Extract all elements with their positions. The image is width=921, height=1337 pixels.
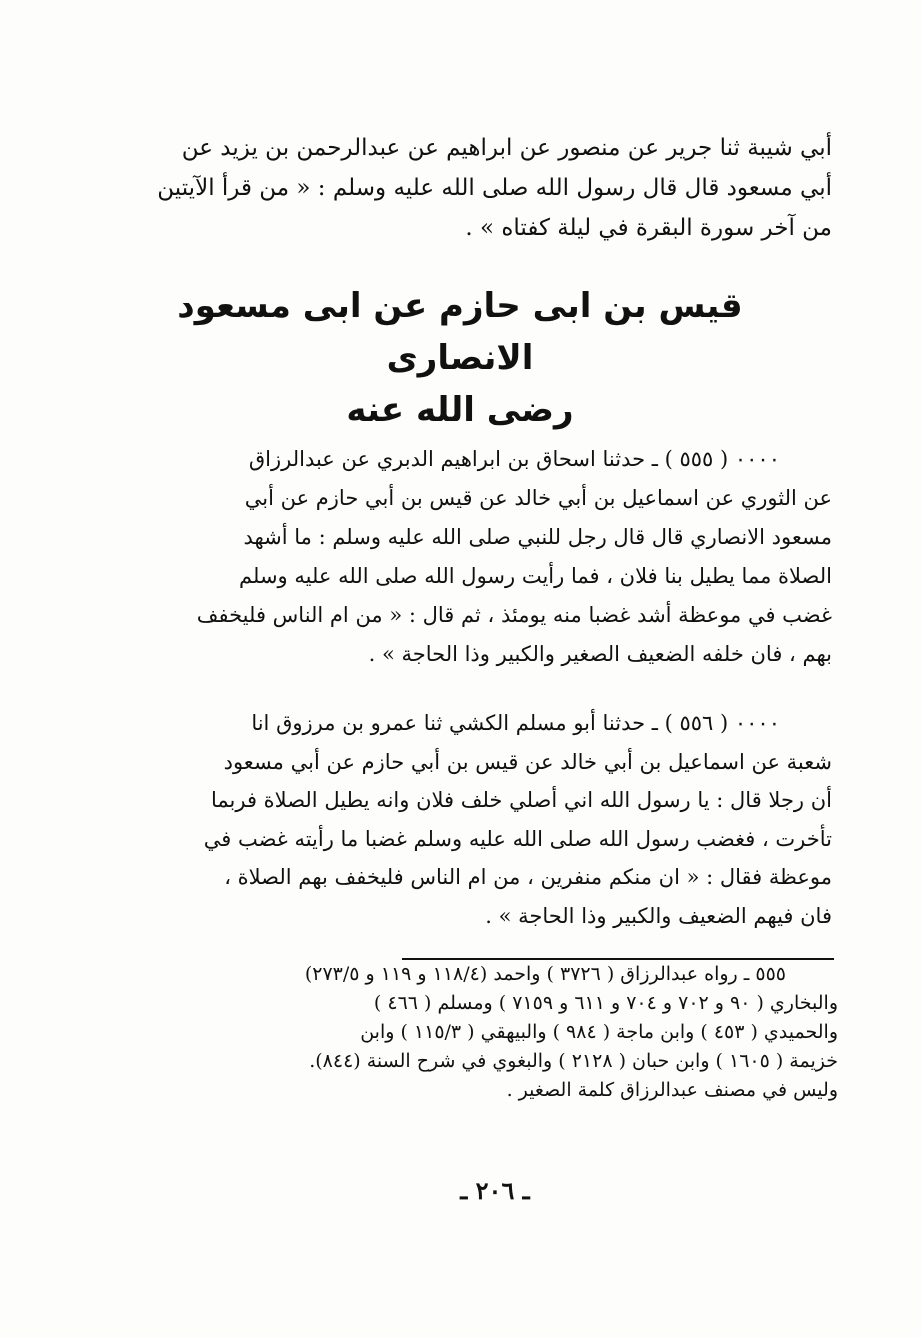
hadith-556 bbox=[118, 704, 832, 935]
hadith-line: مسعود الانصاري قال قال رجل للنبي صلى الله عليه وسلم : ما أشهد bbox=[243, 525, 832, 549]
page-number: ـ ٢٠٦ ـ bbox=[460, 1176, 530, 1205]
hadith-line: شعبة عن اسماعيل بن أبي خالد عن قيس بن أبي حازم عن أبي مسعود bbox=[223, 749, 832, 774]
hadith-line: بهم ، فان خلفه الضعيف الصغير والكبير وذا الحاجة » . bbox=[368, 642, 832, 666]
footnote-line: والحميدي ( ٤٥٣ ) وابن ماجة ( ٩٨٤ ) والبيهقي ( ١١٥/٣ ) وابن bbox=[360, 1021, 838, 1043]
hadith-line: الصلاة مما يطيل بنا فلان ، فما رأيت رسول الله صلى الله عليه وسلم bbox=[239, 564, 832, 588]
section-heading bbox=[150, 280, 770, 436]
footnote-line: ٥٥٥ ـ رواه عبدالرزاق ( ٣٧٢٦ ) واحمد (١١٨/٤ و ١١٩ و ٢٧٣/٥) bbox=[304, 963, 786, 985]
heading-line-1: قيس بن ابى حازم عن ابى مسعود الانصارى bbox=[177, 286, 743, 378]
footnote-line: والبخاري ( ٩٠ و ٧٠٢ و ٧٠٤ و ٦١١ و ٧١٥٩ ) ومسلم ( ٤٦٦ ) bbox=[373, 992, 838, 1014]
footnote-line: خزيمة ( ١٦٠٥ ) وابن حبان ( ٢١٢٨ ) والبغوي في شرح السنة (٨٤٤). bbox=[309, 1050, 838, 1072]
hadith-line: غضب في موعظة أشد غضبا منه يومئذ ، ثم قال : « من ام الناس فليخفف bbox=[196, 603, 832, 627]
intro-paragraph bbox=[108, 128, 832, 248]
intro-line: أبي شيبة ثنا جرير عن منصور عن ابراهيم عن عبدالرحمن بن يزيد عن bbox=[181, 135, 832, 161]
hadith-line: أن رجلا قال : يا رسول الله اني أصلي خلف فلان وانه يطيل الصلاة فربما bbox=[210, 788, 832, 812]
hadith-line: ٠٠٠٠ ( ٥٥٥ ) ـ حدثنا اسحاق بن ابراهيم الدبري عن عبدالرزاق bbox=[248, 447, 780, 471]
intro-line: من آخر سورة البقرة في ليلة كفتاه » . bbox=[465, 215, 832, 241]
hadith-line: تأخرت ، فغضب رسول الله صلى الله عليه وسلم غضبا ما رأيته غضب في bbox=[203, 826, 832, 851]
hadith-line: عن الثوري عن اسماعيل بن أبي خالد عن قيس بن أبي حازم عن أبي bbox=[244, 486, 832, 510]
heading-line-2: رضى الله عنه bbox=[346, 390, 574, 430]
hadith-line: فان فيهم الضعيف والكبير وذا الحاجة » . bbox=[485, 903, 832, 928]
footnote bbox=[138, 960, 838, 1105]
footnote-line: وليس في مصنف عبدالرزاق كلمة الصغير . bbox=[506, 1079, 838, 1101]
hadith-555 bbox=[118, 440, 832, 674]
hadith-line: موعظة فقال : « ان منكم منفرين ، من ام الناس فليخفف بهم الصلاة ، bbox=[224, 865, 832, 889]
hadith-line: ٠٠٠٠ ( ٥٥٦ ) ـ حدثنا أبو مسلم الكشي ثنا عمرو بن مرزوق انا bbox=[251, 711, 780, 735]
intro-line: أبي مسعود قال قال رسول الله صلى الله عليه وسلم : « من قرأ الآيتين bbox=[157, 175, 832, 201]
